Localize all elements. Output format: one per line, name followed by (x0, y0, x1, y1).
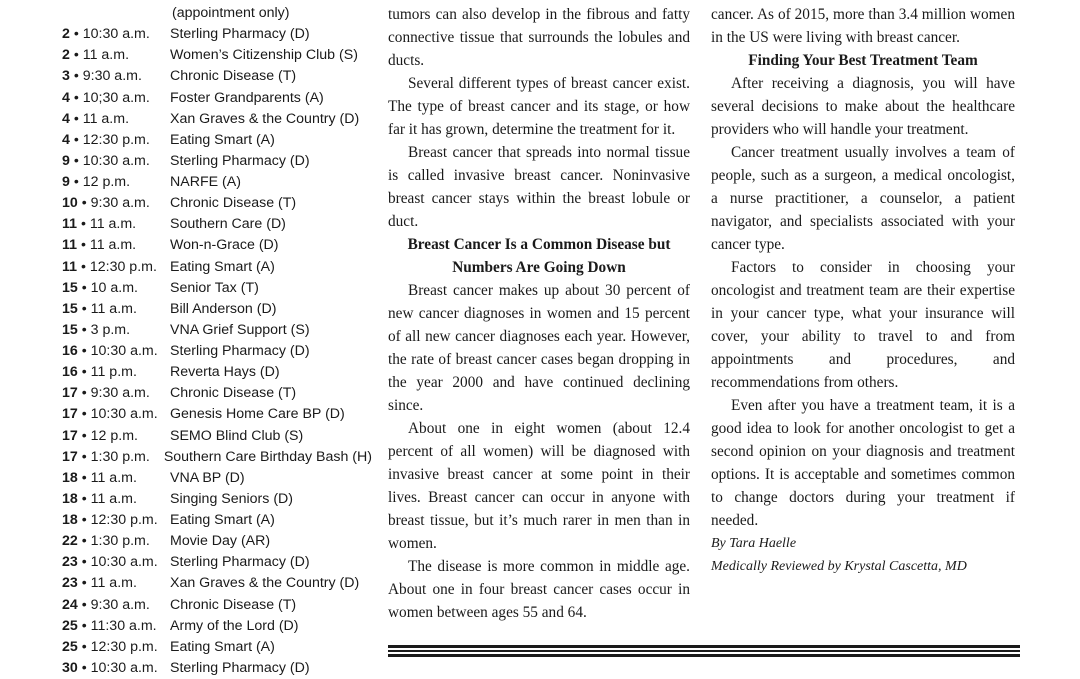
calendar-row (62, 193, 372, 214)
calendar-separator: • (77, 533, 91, 550)
calendar-event: Eating Smart (A) (170, 131, 275, 148)
calendar-event: Sterling Pharmacy (D) (170, 659, 310, 676)
article-paragraph: tumors can also develop in the fibrous and fatty connective tissue that surrounds the lobules and ducts. (388, 6, 690, 69)
calendar-time: 10;30 a.m. (82, 89, 150, 106)
calendar-event: Singing Seniors (D) (170, 490, 294, 507)
byline-author: By Tara Haelle (711, 536, 797, 551)
calendar-row (62, 447, 372, 468)
calendar-separator: • (77, 216, 90, 233)
calendar-time: 12 p.m. (82, 174, 131, 190)
calendar-time: 9:30 a.m. (82, 68, 142, 85)
calendar-event: Foster Grandparents (A) (170, 89, 324, 106)
calendar-event: Southern Care Birthday Bash (H) (163, 448, 372, 465)
calendar-day: 18 (62, 469, 78, 486)
calendar-date (62, 510, 170, 531)
calendar-date (62, 383, 170, 404)
calendar-row (62, 341, 372, 362)
calendar-date (62, 595, 170, 616)
calendar-day: 15 (62, 321, 78, 338)
calendar-time: 10:30 a.m. (82, 26, 150, 43)
calendar-date (62, 278, 170, 299)
calendar-row (62, 45, 372, 66)
calendar-time: 12:30 p.m. (90, 512, 158, 528)
calendar-day: 11 (62, 237, 77, 254)
calendar-separator: • (77, 617, 91, 634)
calendar-day: 9 (62, 174, 70, 190)
calendar-row (62, 299, 372, 320)
article-paragraph: After receiving a diagnosis, you will have several decisions to make about the healthcare providers who will handle your treatment. (711, 75, 1015, 138)
article-column-3 (711, 3, 1015, 578)
calendar-date (62, 658, 170, 679)
calendar-row (62, 214, 372, 235)
calendar-time: 10:30 a.m. (90, 343, 158, 359)
calendar-row (62, 383, 372, 404)
calendar-separator: • (77, 237, 90, 254)
calendar-event: Eating Smart (A) (170, 258, 275, 275)
calendar-event: Women’s Citizenship Club (S) (170, 47, 358, 64)
calendar-separator: • (77, 364, 91, 381)
calendar-time: 11 a.m. (89, 237, 137, 254)
calendar-row (62, 362, 372, 383)
calendar-event: Reverta Hays (D) (170, 364, 280, 381)
calendar-row (62, 88, 372, 109)
events-calendar (62, 3, 372, 679)
calendar-row (62, 172, 372, 193)
calendar-day: 15 (62, 279, 78, 296)
calendar-day: 17 (62, 427, 78, 444)
calendar-separator: • (77, 321, 91, 338)
calendar-day: 15 (62, 300, 78, 317)
calendar-row (62, 531, 372, 552)
calendar-time: 10 a.m. (90, 279, 138, 296)
calendar-day: 2 (62, 26, 70, 43)
article-subheading: Breast Cancer Is a Common Disease but Numbers Are Going Down (407, 236, 671, 276)
calendar-separator: • (69, 110, 83, 127)
calendar-day: 17 (62, 448, 78, 465)
calendar-row (62, 320, 372, 341)
calendar-day: 16 (62, 343, 78, 359)
calendar-event: NARFE (A) (170, 174, 241, 190)
calendar-separator: • (77, 638, 91, 655)
calendar-date (62, 426, 170, 447)
article-subheading: Finding Your Best Treatment Team (748, 52, 978, 69)
calendar-date (62, 193, 170, 214)
calendar-row (62, 489, 372, 510)
calendar-date (62, 489, 170, 510)
calendar-date (62, 404, 170, 425)
calendar-event: Army of the Lord (D) (170, 617, 299, 634)
calendar-time: 12:30 p.m. (89, 258, 157, 275)
calendar-event: Sterling Pharmacy (D) (170, 343, 310, 359)
calendar-day: 9 (62, 152, 70, 169)
calendar-day: 2 (62, 47, 70, 64)
calendar-row (62, 235, 372, 256)
calendar-event: Chronic Disease (T) (170, 596, 297, 613)
calendar-event: Chronic Disease (T) (170, 68, 297, 85)
calendar-row (62, 109, 372, 130)
divider-rule (388, 645, 1020, 648)
calendar-separator: • (69, 131, 83, 148)
calendar-separator: • (69, 174, 83, 190)
calendar-separator: • (69, 47, 83, 64)
calendar-date (62, 573, 170, 594)
calendar-row (62, 130, 372, 151)
calendar-note: (appointment only) (172, 5, 290, 21)
calendar-day: 17 (62, 385, 78, 402)
calendar-day: 18 (62, 490, 78, 507)
calendar-date (62, 531, 170, 552)
section-divider (388, 645, 1020, 659)
calendar-separator: • (77, 448, 91, 465)
calendar-time: 12:30 p.m. (82, 131, 150, 148)
calendar-date (62, 637, 170, 658)
calendar-event: Sterling Pharmacy (D) (170, 554, 310, 571)
calendar-event: VNA Grief Support (S) (170, 321, 310, 338)
calendar-separator: • (77, 258, 90, 275)
calendar-separator: • (77, 343, 91, 359)
calendar-event: Eating Smart (A) (170, 512, 275, 528)
calendar-separator: • (77, 512, 91, 528)
calendar-event: Bill Anderson (D) (170, 300, 277, 317)
calendar-date (62, 552, 170, 573)
calendar-separator: • (77, 385, 91, 402)
calendar-day: 3 (62, 68, 70, 85)
calendar-day: 30 (62, 659, 78, 676)
calendar-time: 10:30 a.m. (90, 659, 158, 676)
calendar-time: 10:30 a.m. (82, 152, 150, 169)
calendar-row (62, 595, 372, 616)
calendar-row (62, 257, 372, 278)
calendar-event: Sterling Pharmacy (D) (170, 152, 310, 169)
calendar-time: 11 p.m. (90, 364, 137, 381)
calendar-day: 4 (62, 131, 70, 148)
article-paragraph: Several different types of breast cancer exist. The type of breast cancer and its stage, or how far it has grown, determine the treatment for it. (388, 75, 690, 138)
article-paragraph: Cancer treatment usually involves a team of people, such as a surgeon, a medical oncologist, a nurse practitioner, a counselor, a patient navigator, and specialists associated with your cancer type. (711, 144, 1015, 253)
calendar-time: 11 a.m. (90, 575, 137, 592)
calendar-date (62, 616, 170, 637)
calendar-separator: • (69, 68, 83, 85)
calendar-event: Won-n-Grace (D) (170, 237, 279, 254)
calendar-separator: • (69, 89, 83, 106)
calendar-time: 10:30 a.m. (90, 554, 158, 571)
calendar-day: 23 (62, 575, 78, 592)
calendar-event: Xan Graves & the Country (D) (170, 110, 360, 127)
calendar-time: 11 a.m. (90, 490, 137, 507)
calendar-day: 18 (62, 512, 78, 528)
calendar-time: 10:30 a.m. (90, 406, 158, 423)
calendar-date (62, 257, 170, 278)
calendar-event: SEMO Blind Club (S) (170, 427, 304, 444)
calendar-date (62, 468, 170, 489)
article-paragraph: Breast cancer that spreads into normal tissue is called invasive breast cancer. Noninvasive breast cancer stays within the breast lobule or duct. (388, 144, 690, 230)
article-paragraph: The disease is more common in middle age. About one in four breast cancer cases occur in women between ages 55 and 64. (388, 558, 690, 621)
calendar-time: 11 a.m. (90, 300, 137, 317)
calendar-row (62, 552, 372, 573)
calendar-separator: • (77, 490, 91, 507)
calendar-row (62, 468, 372, 489)
calendar-row (62, 404, 372, 425)
calendar-time: 11 a.m. (82, 110, 130, 127)
calendar-date (62, 130, 170, 151)
calendar-event: Senior Tax (T) (170, 279, 259, 296)
calendar-row (62, 658, 372, 679)
calendar-date (62, 320, 170, 341)
calendar-row (62, 637, 372, 658)
calendar-time: 11 a.m. (90, 469, 137, 486)
calendar-row (62, 573, 372, 594)
article-column-2 (388, 3, 690, 624)
calendar-date (62, 341, 170, 362)
calendar-event: Eating Smart (A) (170, 638, 275, 655)
calendar-date (62, 214, 170, 235)
calendar-day: 11 (62, 258, 77, 275)
calendar-separator: • (77, 575, 91, 592)
calendar-separator: • (77, 279, 91, 296)
calendar-time: 12 p.m. (90, 427, 138, 444)
divider-rule (388, 654, 1020, 657)
calendar-day: 16 (62, 364, 78, 381)
calendar-time: 12:30 p.m. (90, 638, 158, 655)
calendar-day: 23 (62, 554, 78, 571)
calendar-date (62, 66, 170, 87)
calendar-separator: • (77, 469, 91, 486)
calendar-day: 24 (62, 596, 78, 613)
calendar-row (62, 616, 372, 637)
calendar-separator: • (69, 152, 83, 169)
calendar-event: VNA BP (D) (170, 469, 245, 486)
calendar-row (62, 426, 372, 447)
calendar-date (62, 235, 170, 256)
calendar-event: Sterling Pharmacy (D) (170, 26, 310, 43)
calendar-list (62, 24, 372, 679)
calendar-time: 11:30 a.m. (90, 617, 157, 634)
calendar-row (62, 24, 372, 45)
calendar-day: 17 (62, 406, 78, 423)
calendar-date (62, 88, 170, 109)
article-paragraph: Even after you have a treatment team, it is a good idea to look for another oncologist to get a second opinion on your diagnosis and treatment options. It is acceptable and sometimes common to change doctors during your treatment if needed. (711, 397, 1015, 529)
article-paragraph: cancer. As of 2015, more than 3.4 million women in the US were living with breast cancer. (711, 6, 1015, 46)
calendar-time: 1:30 p.m. (90, 533, 150, 550)
calendar-day: 4 (62, 110, 70, 127)
calendar-day: 25 (62, 638, 78, 655)
article-paragraph: About one in eight women (about 12.4 percent of all women) will be diagnosed with invasive breast cancer at some point in their lives. Breast cancer can occur in anyone with breast tissue, but it’s much rarer in men than in women. (388, 420, 690, 552)
calendar-time: 1:30 p.m. (90, 448, 150, 465)
calendar-day: 25 (62, 617, 78, 634)
calendar-separator: • (77, 406, 91, 423)
calendar-date (62, 45, 170, 66)
calendar-row (62, 510, 372, 531)
calendar-separator: • (77, 596, 91, 613)
calendar-separator: • (77, 427, 91, 444)
calendar-date (62, 109, 170, 130)
calendar-time: 9:30 a.m. (90, 385, 150, 402)
calendar-date (62, 24, 170, 45)
calendar-day: 22 (62, 533, 78, 550)
calendar-event: Chronic Disease (T) (170, 385, 297, 402)
calendar-event: Movie Day (AR) (170, 533, 271, 550)
calendar-date (62, 172, 170, 193)
calendar-row (62, 66, 372, 87)
divider-rule (388, 650, 1020, 652)
calendar-separator: • (69, 26, 83, 43)
calendar-date (62, 447, 164, 468)
calendar-time: 11 a.m. (89, 216, 137, 233)
calendar-event: Southern Care (D) (170, 216, 286, 233)
calendar-separator: • (77, 195, 91, 212)
calendar-date (62, 151, 170, 172)
calendar-row (62, 278, 372, 299)
calendar-date (62, 362, 170, 383)
calendar-separator: • (77, 300, 91, 317)
article-paragraph: Breast cancer makes up about 30 percent of new cancer diagnoses in women and 15 percent of all new cancer diagnoses each year. However, the rate of breast cancer cases began dropping in the year 2000 and have continued declining since. (388, 282, 690, 414)
calendar-separator: • (77, 659, 91, 676)
calendar-event: Genesis Home Care BP (D) (170, 406, 345, 423)
calendar-day: 11 (62, 216, 77, 233)
byline-reviewer: Medically Reviewed by Krystal Cascetta, MD (711, 559, 967, 574)
calendar-event: Chronic Disease (T) (170, 195, 297, 212)
calendar-time: 9:30 a.m. (90, 596, 150, 613)
calendar-time: 9:30 a.m. (90, 195, 150, 212)
calendar-row (62, 151, 372, 172)
article-paragraph: Factors to consider in choosing your oncologist and treatment team are their expertise in your cancer type, what your insurance will cover, your ability to travel to and from appointments and procedures, and recommendations from others. (711, 259, 1015, 391)
calendar-day: 4 (62, 89, 70, 106)
calendar-date (62, 299, 170, 320)
calendar-time: 3 p.m. (90, 321, 131, 338)
calendar-separator: • (77, 554, 91, 571)
calendar-time: 11 a.m. (82, 47, 130, 64)
calendar-event: Xan Graves & the Country (D) (170, 575, 360, 592)
calendar-day: 10 (62, 195, 78, 212)
